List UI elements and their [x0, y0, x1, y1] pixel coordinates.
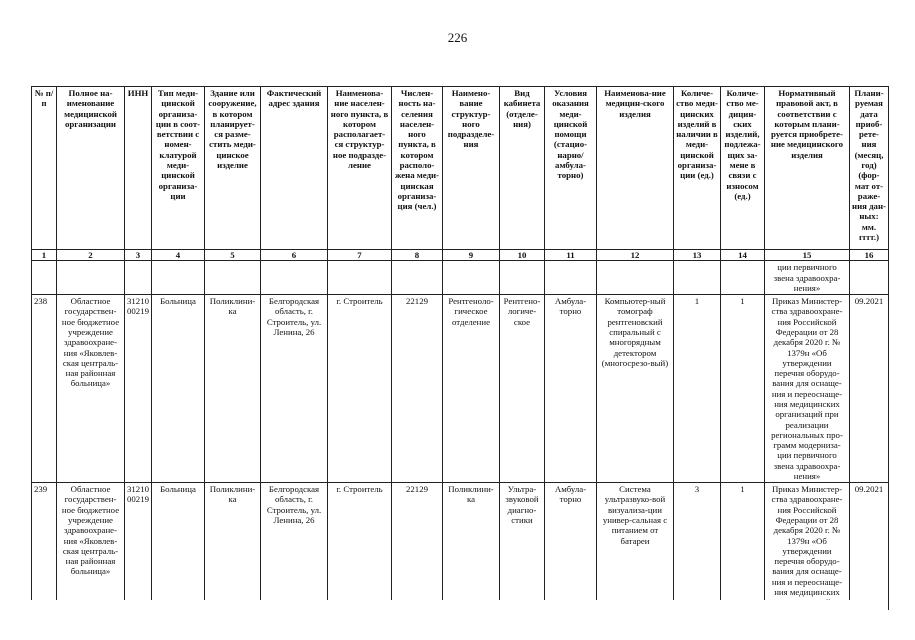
org-type: Больница: [152, 483, 205, 609]
header-row: [32, 87, 889, 250]
continuation-act-text: ции первичного звена здравоохра-нения»: [765, 261, 850, 295]
col-number: 11: [545, 250, 597, 261]
col-number: 1: [32, 250, 57, 261]
unit: Поликлини-ка: [443, 483, 500, 609]
purchase-date: 09.2021: [850, 483, 889, 609]
population: 22129: [392, 295, 443, 483]
conditions: Амбула-торно: [545, 295, 597, 483]
org-name: Областное государствен-ное бюджетное учреждение здравоохране-ния «Яковлев-ская централь-ная районная больница»: [57, 295, 125, 483]
row-number: 238: [32, 295, 57, 483]
inn: 31210 00219: [125, 295, 152, 483]
continuation-row: [32, 261, 889, 295]
inn: 31210 00219: [125, 483, 152, 609]
table-row: [32, 295, 889, 483]
col-number: 7: [328, 250, 392, 261]
replace-qty: 1: [721, 295, 765, 483]
col-number: 3: [125, 250, 152, 261]
col-header-6: Фактический адрес здания: [261, 87, 328, 250]
col-header-13: Количе-ство меди-цинских изделий в наличии в меди-цинской организа-ции (ед.): [674, 87, 721, 250]
address: Белгородская область, г. Строитель, ул. Ленина, 26: [261, 295, 328, 483]
col-number: 6: [261, 250, 328, 261]
org-name: Областное государствен-ное бюджетное учреждение здравоохране-ния «Яковлев-ская централь-ная районная больница»: [57, 483, 125, 609]
col-number: 9: [443, 250, 500, 261]
col-number: 8: [392, 250, 443, 261]
col-header-7: Наименова-ние населен-ного пункта, в котором располагает-ся структур-ное подразде-ление: [328, 87, 392, 250]
col-number: 2: [57, 250, 125, 261]
building: Поликлини-ка: [205, 483, 261, 609]
address: Белгородская область, г. Строитель, ул. Ленина, 26: [261, 483, 328, 609]
locality: г. Строитель: [328, 483, 392, 609]
device: Система ультразвуко-вой визуализа-ции универ-сальная с питанием от батареи: [597, 483, 674, 609]
column-number-row: [32, 250, 889, 261]
org-type: Больница: [152, 295, 205, 483]
col-header-5: Здание или сооружение, в котором планирует-ся разме-стить меди-цинское изделие: [205, 87, 261, 250]
replace-qty: 1: [721, 483, 765, 609]
col-header-14: Количе-ство ме-дицин-ских изделий, подлежа-щих за-мене в связи с износом (ед.): [721, 87, 765, 250]
col-header-11: Условия оказания меди-цинской помощи (стацио-нарно/ амбула-торно): [545, 87, 597, 250]
col-header-15: Нормативный правовой акт, в соответствии с которым плани-руется приобрете-ние медицинского изделия: [765, 87, 850, 250]
col-header-3: ИНН: [125, 87, 152, 250]
col-header-12: Наименова-ние медицин-ского изделия: [597, 87, 674, 250]
building: Поликлини-ка: [205, 295, 261, 483]
row-number: 239: [32, 483, 57, 609]
qty: 1: [674, 295, 721, 483]
col-number: 12: [597, 250, 674, 261]
col-header-9: Наимено-вание структур-ного подразделе-ния: [443, 87, 500, 250]
cabinet: Ультра-звуковой диагно-стики: [500, 483, 545, 609]
col-number: 14: [721, 250, 765, 261]
table-row: [32, 483, 889, 609]
legal-act: Приказ Министер-ства здравоохране-ния Российской Федерации от 28 декабря 2020 г. № 1379н «Об утверждении перечня оборудо-вания для оснаще-ния и переоснаще-ния медицинских: [765, 483, 850, 609]
device: Компьютер-ный томограф рентгеновский спиральный с многорядным детектором (многосрезо-вый): [597, 295, 674, 483]
col-header-4: Тип меди-цинской организа-ции в соот-ветствии с номен-клатурой меди-цинской организа-ции: [152, 87, 205, 250]
cabinet: Рентгено-логиче-ское: [500, 295, 545, 483]
page-bottom-margin: [31, 600, 888, 640]
col-header-10: Вид кабинета (отделе-ния): [500, 87, 545, 250]
page-number: 226: [447, 30, 468, 45]
legal-act: Приказ Министер-ства здравоохране-ния Российской Федерации от 28 декабря 2020 г. № 1379н «Об утверждении перечня оборудо-вания для оснаще-ния и переоснаще-ния медицинских организаций при реализации региональных про-грамм модерниза-ции первичного звена здравоохра-нения»: [765, 295, 850, 483]
equipment-table: [31, 86, 889, 610]
col-number: 16: [850, 250, 889, 261]
col-header-2: Полное на-именование медицинской организации: [57, 87, 125, 250]
locality: г. Строитель: [328, 295, 392, 483]
col-number: 13: [674, 250, 721, 261]
col-number: 10: [500, 250, 545, 261]
col-header-8: Числен-ность на-селения населен-ного пункта, в котором располо-жена меди-цинская организа-ция (чел.): [392, 87, 443, 250]
col-number: 4: [152, 250, 205, 261]
col-number: 15: [765, 250, 850, 261]
conditions: Амбула-торно: [545, 483, 597, 609]
unit: Рентгеноло-гическое отделение: [443, 295, 500, 483]
purchase-date: 09.2021: [850, 295, 889, 483]
col-header-1: № п/п: [32, 87, 57, 250]
col-number: 5: [205, 250, 261, 261]
col-header-16: Плани-руемая дата приоб-рете-ния (месяц, год) (фор-мат от-раже-ния дан-ных: мм. гггг.): [850, 87, 889, 250]
qty: 3: [674, 483, 721, 609]
population: 22129: [392, 483, 443, 609]
